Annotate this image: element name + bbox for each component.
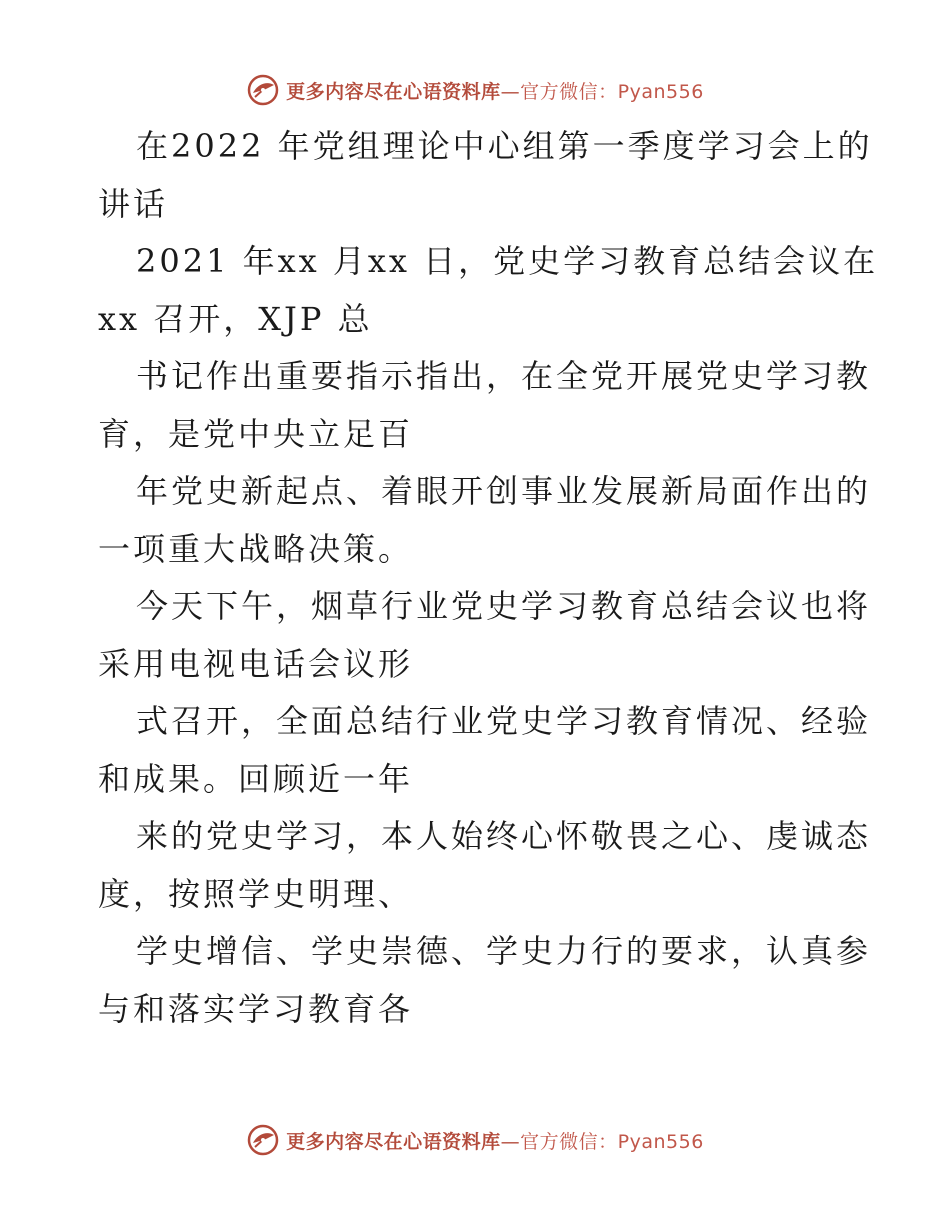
header-banner-content [246, 73, 704, 107]
header-library-text: 更多内容尽在心语资料库 [286, 80, 501, 103]
pen-nib-logo-icon [246, 73, 280, 107]
doc-line: 书记作出重要指示指出，在全党开展党史学习教 [136, 357, 872, 395]
header-banner-text [286, 77, 704, 104]
footer-banner-content [246, 1123, 704, 1157]
doc-line: 式召开，全面总结行业党史学习教育情况、经验 [136, 702, 872, 740]
footer-dash: — [500, 1130, 521, 1153]
doc-line: 与和落实学习教育各 [98, 989, 414, 1028]
doc-line: xx 召开，XJP 总 [98, 299, 373, 338]
doc-line: 今天下午，烟草行业党史学习教育总结会议也将 [136, 587, 872, 625]
doc-line: 度，按照学史明理、 [98, 874, 414, 913]
document-body [98, 118, 879, 1038]
doc-line: 采用电视电话会议形 [98, 644, 414, 683]
doc-line: 一项重大战略决策。 [98, 529, 414, 568]
doc-line: 和成果。回顾近一年 [98, 759, 414, 798]
doc-line: 在2022 年党组理论中心组第一季度学习会上的 [136, 127, 873, 165]
doc-line: 年党史新起点、着眼开创事业发展新局面作出的 [136, 472, 872, 510]
footer-library-text: 更多内容尽在心语资料库 [286, 1130, 501, 1153]
doc-line: 来的党史学习，本人始终心怀敬畏之心、虔诚态 [136, 817, 872, 855]
footer-banner-text [286, 1127, 704, 1154]
doc-line: 讲话 [98, 184, 169, 223]
header-wechat-text: 官方微信：Pyan556 [520, 80, 704, 103]
footer-wechat-text: 官方微信：Pyan556 [520, 1130, 704, 1153]
header-banner [0, 70, 950, 110]
header-dash: — [500, 80, 521, 103]
footer-banner [0, 1120, 950, 1160]
doc-line: 学史增信、学史崇德、学史力行的要求，认真参 [136, 932, 872, 970]
doc-line: 2021 年xx 月xx 日，党史学习教育总结会议在 [136, 242, 879, 280]
pen-nib-logo-icon [246, 1123, 280, 1157]
doc-line: 育，是党中央立足百 [98, 414, 414, 453]
